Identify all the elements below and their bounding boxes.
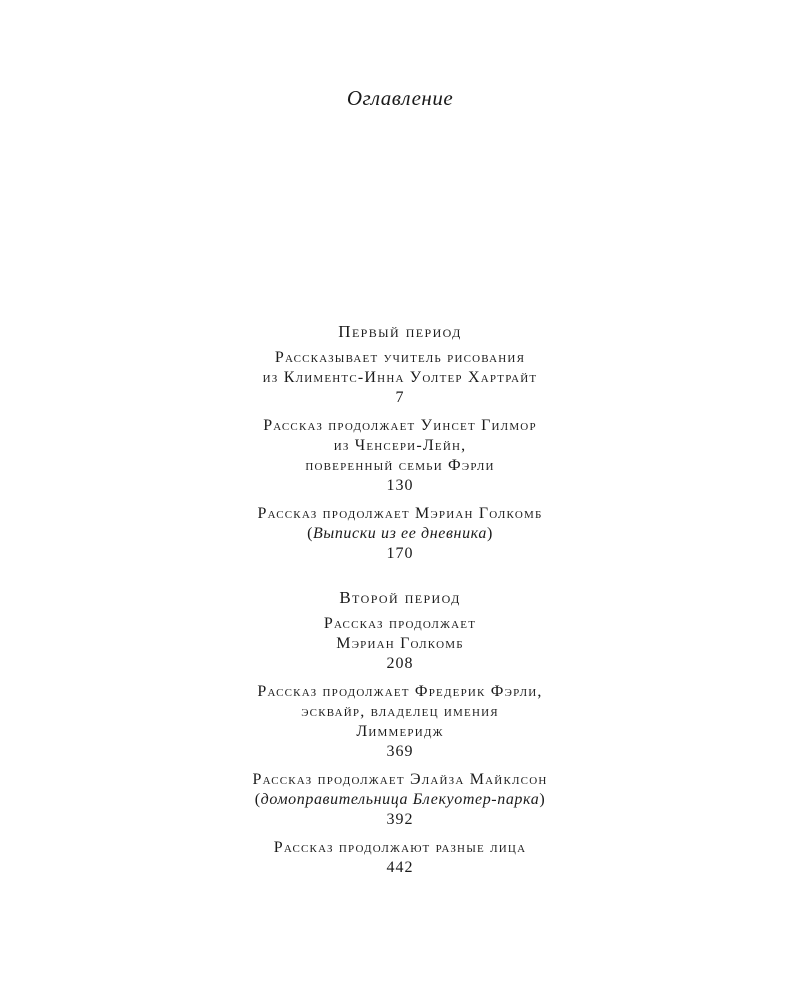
entry-title-line: Рассказ продолжает Элайза Майклсон	[252, 771, 548, 788]
toc-entry[interactable]	[0, 504, 800, 564]
entry-title-line: из Климентс-Инна Уолтер Хартрайт	[262, 369, 538, 386]
page-number: 208	[386, 655, 414, 672]
entry-title-line: Рассказывает учитель рисования	[274, 349, 526, 366]
toc-entry[interactable]	[0, 614, 800, 674]
entry-title-line: Рассказ продолжает Уинсет Гилмор	[263, 417, 537, 434]
entry-note: (Выписки из ее дневника)	[307, 525, 493, 542]
entry-note-text: домоправительница Блекуотер-парка	[260, 791, 540, 808]
page-number: 130	[386, 477, 414, 494]
toc-entry[interactable]	[0, 682, 800, 762]
table-of-contents	[0, 320, 800, 878]
toc-entry[interactable]	[0, 838, 800, 878]
period-heading: Первый период	[338, 322, 462, 341]
toc-entry[interactable]	[0, 770, 800, 830]
page-number: 392	[386, 811, 414, 828]
page-number: 170	[386, 545, 414, 562]
entry-title-line: Рассказ продолжает Фредерик Фэрли,	[257, 683, 543, 700]
page-number: 7	[395, 389, 405, 406]
entry-title-line: Рассказ продолжает Мэриан Голкомб	[257, 505, 543, 522]
entry-title-line: Лиммеридж	[356, 723, 444, 740]
entry-title-line: Рассказ продолжают разные лица	[273, 839, 527, 856]
entry-title-line: Мэриан Голкомб	[336, 635, 464, 652]
period-heading: Второй период	[339, 588, 461, 607]
entry-title-line: поверенный семьи Фэрли	[305, 457, 495, 474]
entry-title-line: эсквайр, владелец имения	[301, 703, 499, 720]
toc-entry[interactable]	[0, 348, 800, 408]
page-number: 369	[386, 743, 414, 760]
entry-note: (домоправительница Блекуотер-парка)	[254, 791, 546, 808]
page-title: Оглавление	[346, 86, 454, 110]
entry-title-line: Рассказ продолжает	[323, 615, 477, 632]
page-number: 442	[386, 859, 414, 876]
entry-title-line: из Ченсери-Лейн,	[333, 437, 467, 454]
toc-entry[interactable]	[0, 416, 800, 496]
entry-note-text: Выписки из ее дневника	[313, 525, 487, 542]
